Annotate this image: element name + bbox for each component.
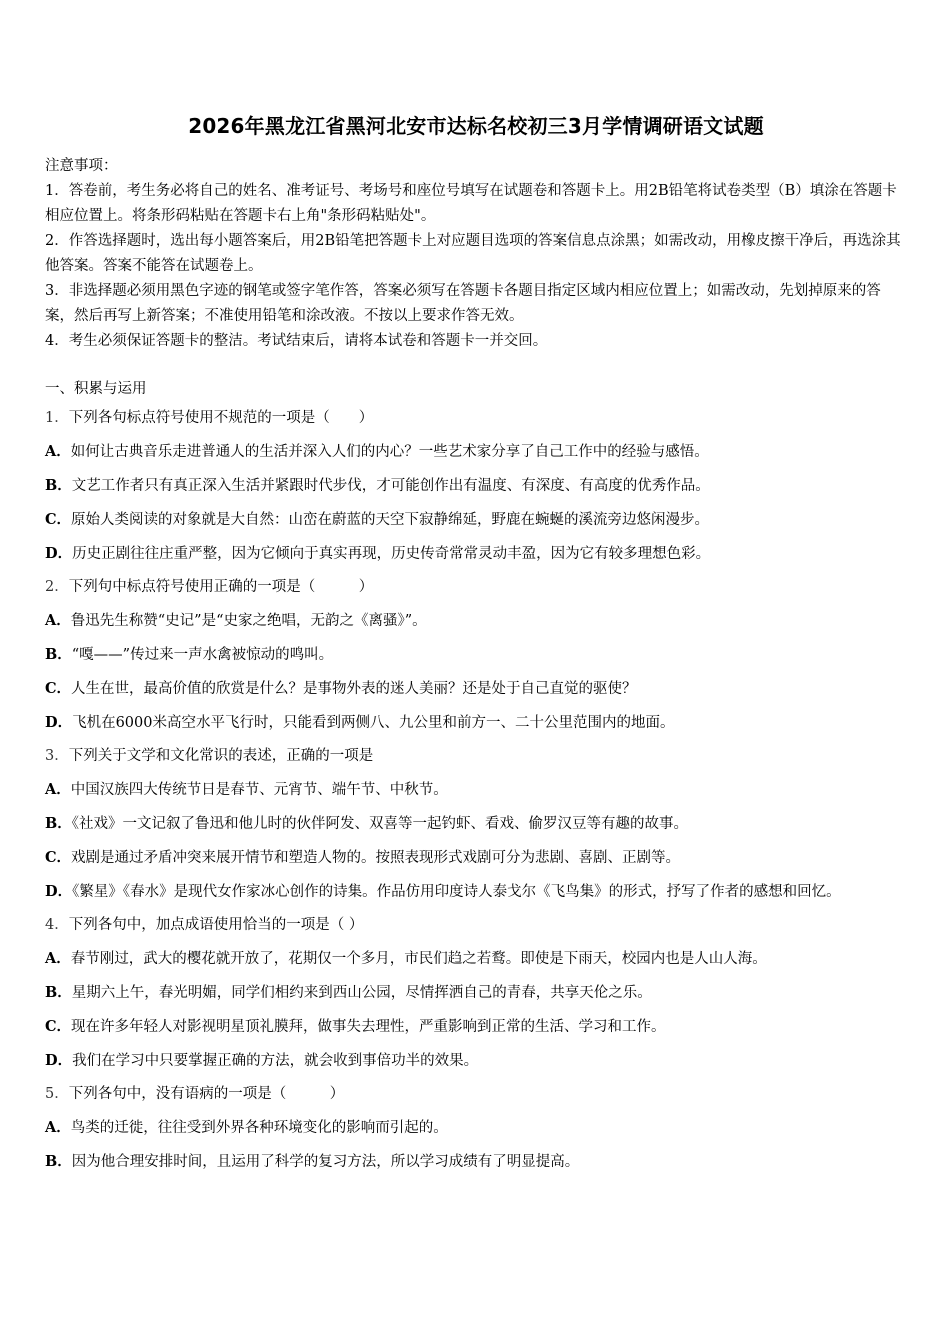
- option-text: 星期六上午，春光明媚，同学们相约来到西山公园，尽情挥洒自己的青春，共享天伦之乐。: [71, 985, 652, 1001]
- question-number: 1．: [45, 410, 69, 426]
- option-text: 飞机在6000米高空水平飞行时，只能看到两侧八、九公里和前方一、二十公里范围内的地面。: [72, 715, 675, 731]
- option: [45, 537, 907, 571]
- option-letter: C．: [45, 849, 72, 866]
- option: [45, 706, 907, 740]
- option: [45, 942, 907, 976]
- option-text: 中国汉族四大传统节日是春节、元宵节、端午节、中秋节。: [70, 782, 448, 798]
- option: [45, 1145, 907, 1179]
- option: [45, 773, 907, 807]
- option-letter: D．: [45, 1052, 73, 1069]
- question-text: 下列各句中，加点成语使用恰当的一项是（ ）: [68, 917, 364, 933]
- option-letter: B．: [45, 646, 72, 663]
- option-text: 《社戏》一文记叙了鲁迅和他儿时的伙伴阿发、双喜等一起钓虾、看戏、偷罗汉豆等有趣的故事。: [71, 816, 689, 832]
- option: [45, 1111, 907, 1145]
- option-letter: A．: [45, 1119, 71, 1136]
- option-text: 因为他合理安排时间，且运用了科学的复习方法，所以学习成绩有了明显提高。: [71, 1154, 580, 1170]
- option: [45, 875, 907, 909]
- option-text: 《繁星》《春水》是现代女作家冰心创作的诗集。作品仿用印度诗人泰戈尔《飞鸟集》的形式，抒写了作者的感想和回忆。: [72, 884, 841, 900]
- option-letter: B．: [45, 815, 72, 832]
- option-letter: A．: [45, 781, 71, 798]
- question-number: 3．: [45, 748, 69, 764]
- option-text: 现在许多年轻人对影视明星顶礼膜拜，做事失去理性，严重影响到正常的生活、学习和工作。: [71, 1019, 666, 1035]
- question-2: [45, 571, 907, 740]
- option-letter: D．: [45, 883, 73, 900]
- question-text: 下列各句中，没有语病的一项是（ ）: [68, 1086, 345, 1102]
- option: [45, 841, 907, 875]
- option: [45, 1010, 907, 1044]
- question-number: 4．: [45, 917, 69, 933]
- question-5: [45, 1078, 907, 1179]
- option-text: 鸟类的迁徙，往往受到外界各种环境变化的影响而引起的。: [70, 1120, 448, 1136]
- option-text: 人生在世，最高价值的欣赏是什么？是事物外表的迷人美丽？还是处于自己直觉的驱使？: [71, 681, 637, 697]
- option-text: 如何让古典音乐走进普通人的生活并深入人们的内心？一些艺术家分享了自己工作中的经验与感悟。: [70, 444, 709, 460]
- option-text: 我们在学习中只要掌握正确的方法，就会收到事倍功半的效果。: [72, 1053, 479, 1069]
- question-number: 2．: [45, 579, 69, 595]
- exam-page: [45, 112, 907, 1179]
- option-text: 鲁迅先生称赞“史记”是“史家之绝唱，无韵之《离骚》”。: [70, 613, 427, 629]
- option: [45, 469, 907, 503]
- option-text: 春节刚过，武大的樱花就开放了，花期仅一个多月，市民们趋之若鹜。即使是下雨天，校园内也是人山人海。: [70, 951, 767, 967]
- option-letter: C．: [45, 1018, 72, 1035]
- option-letter: B．: [45, 984, 72, 1001]
- option-letter: A．: [45, 612, 71, 629]
- question-stem: [45, 571, 907, 604]
- question-text: 下列句中标点符号使用正确的一项是（ ）: [68, 579, 374, 595]
- option: [45, 807, 907, 841]
- option-letter: A．: [45, 950, 71, 967]
- option: [45, 976, 907, 1010]
- question-stem: [45, 1078, 907, 1111]
- option-text: 原始人类阅读的对象就是大自然：山峦在蔚蓝的天空下寂静绵延，野鹿在蜿蜒的溪流旁边悠闲漫步。: [71, 512, 710, 528]
- option-text: 文艺工作者只有真正深入生活并紧跟时代步伐，才可能创作出有温度、有深度、有高度的优秀作品。: [71, 478, 710, 494]
- option: [45, 672, 907, 706]
- option-letter: B．: [45, 1153, 72, 1170]
- page-title: 2026年黑龙江省黑河北安市达标名校初三3月学情调研语文试题: [188, 114, 764, 138]
- notice-item: 2．作答选择题时，选出每小题答案后，用2B铅笔把答题卡上对应题目选项的答案信息点涂黑；如需改动，用橡皮擦干净后，再选涂其他答案。答案不能答在试题卷上。: [45, 233, 901, 274]
- question-number: 5．: [45, 1086, 69, 1102]
- question-stem: [45, 909, 907, 942]
- section-title: 一、积累与运用: [45, 381, 147, 397]
- notice-item: 1．答卷前，考生务必将自己的姓名、准考证号、考场号和座位号填写在试题卷和答题卡上。用2B铅笔将试卷类型（B）填涂在答题卡相应位置上。将条形码粘贴在答题卡右上角"条形码粘贴处"。: [45, 183, 897, 224]
- option: [45, 638, 907, 672]
- option: [45, 435, 907, 469]
- option: [45, 604, 907, 638]
- option-letter: C．: [45, 680, 72, 697]
- question-text: 下列关于文学和文化常识的表述，正确的一项是: [68, 748, 374, 764]
- question-text: 下列各句标点符号使用不规范的一项是（ ）: [68, 410, 374, 426]
- notice-item: 4．考生必须保证答题卡的整洁。考试结束后，请将本试卷和答题卡一并交回。: [45, 333, 548, 349]
- option-letter: A．: [45, 443, 71, 460]
- question-1: [45, 402, 907, 571]
- option-text: 历史正剧往往庄重严整，因为它倾向于真实再现，历史传奇常常灵动丰盈，因为它有较多理想色彩。: [72, 546, 711, 562]
- option-letter: C．: [45, 511, 72, 528]
- question-4: [45, 909, 907, 1078]
- option-letter: D．: [45, 714, 73, 731]
- question-stem: [45, 740, 907, 773]
- option: [45, 503, 907, 537]
- notice-block: [45, 154, 907, 354]
- notice-heading: 注意事项：: [45, 158, 118, 174]
- option: [45, 1044, 907, 1078]
- notice-item: 3．非选择题必须用黑色字迹的钢笔或签字笔作答，答案必须写在答题卡各题目指定区域内相应位置上；如需改动，先划掉原来的答案，然后再写上新答案；不准使用铅笔和涂改液。不按以上要求作答无效。: [45, 283, 881, 324]
- question-3: [45, 740, 907, 909]
- option-letter: D．: [45, 545, 73, 562]
- option-text: “嘎——”传过来一声水禽被惊动的鸣叫。: [71, 647, 334, 663]
- option-text: 戏剧是通过矛盾冲突来展开情节和塑造人物的。按照表现形式戏剧可分为悲剧、喜剧、正剧等。: [71, 850, 681, 866]
- option-letter: B．: [45, 477, 72, 494]
- question-stem: [45, 402, 907, 435]
